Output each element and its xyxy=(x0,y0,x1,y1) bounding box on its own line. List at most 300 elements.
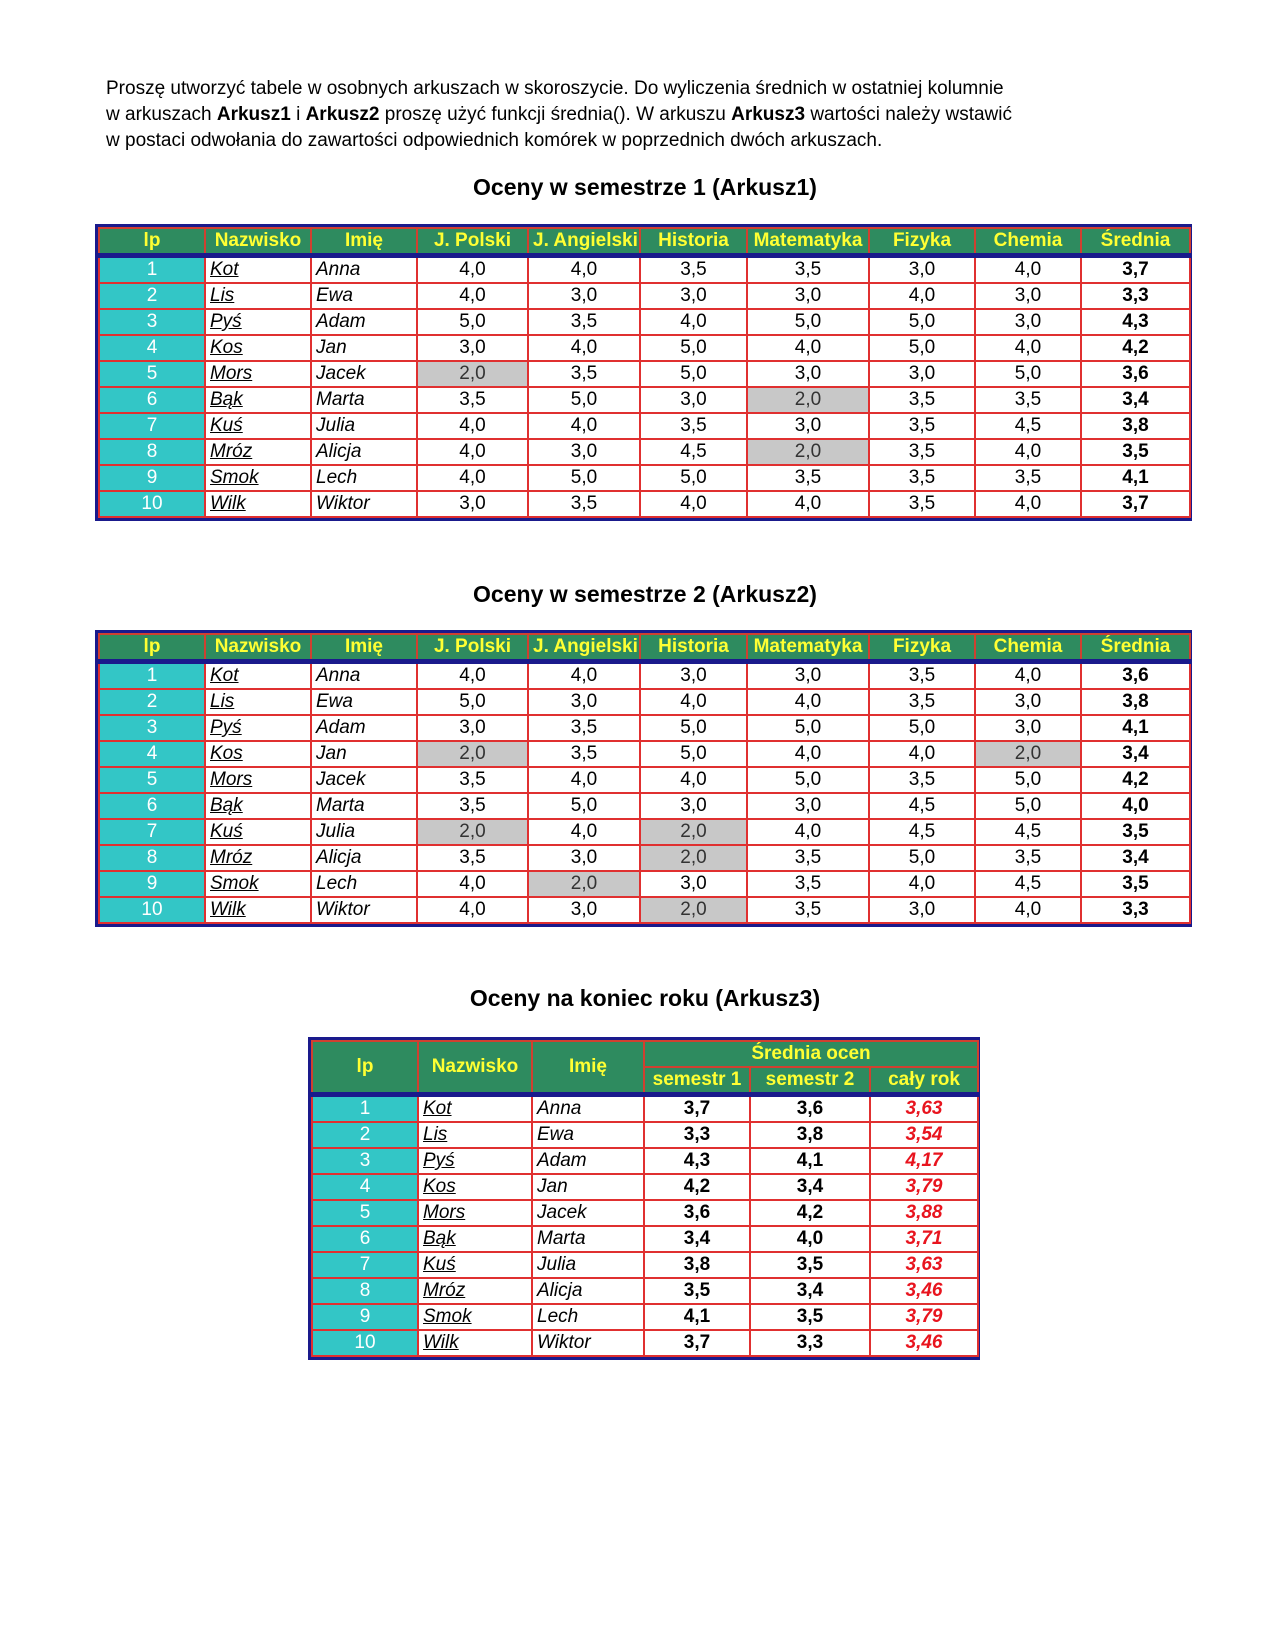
lp-cell: 8 xyxy=(99,845,205,871)
average-cell: 3,4 xyxy=(1081,845,1190,871)
grade-cell: 4,0 xyxy=(747,491,869,517)
header-cell: J. Polski xyxy=(417,634,528,662)
grade-cell: 4,0 xyxy=(975,439,1081,465)
grade-cell: 5,0 xyxy=(640,361,747,387)
header-semestr-2: semestr 2 xyxy=(750,1067,870,1095)
grade-cell: 3,5 xyxy=(528,741,640,767)
year-avg-cell: 3,71 xyxy=(870,1226,978,1252)
firstname-cell: Ewa xyxy=(311,283,417,309)
table-row xyxy=(99,256,1190,284)
year-avg-cell: 3,63 xyxy=(870,1095,978,1123)
grade-cell: 4,5 xyxy=(869,793,975,819)
header-caly-rok: cały rok xyxy=(870,1067,978,1095)
grade-cell: 3,0 xyxy=(528,689,640,715)
grade-cell: 5,0 xyxy=(417,689,528,715)
table-row xyxy=(99,413,1190,439)
grade-cell: 4,0 xyxy=(417,662,528,690)
surname-cell: Lis xyxy=(418,1122,532,1148)
semester1-avg-cell: 3,3 xyxy=(644,1122,750,1148)
grade-cell: 3,5 xyxy=(747,465,869,491)
grade-cell: 5,0 xyxy=(869,335,975,361)
grade-cell: 4,0 xyxy=(640,689,747,715)
table-row xyxy=(99,309,1190,335)
surname-cell: Mróz xyxy=(418,1278,532,1304)
table-row xyxy=(312,1200,978,1226)
lp-cell: 4 xyxy=(99,335,205,361)
grade-cell: 3,0 xyxy=(528,439,640,465)
grade-cell: 3,0 xyxy=(417,335,528,361)
grade-cell: 3,5 xyxy=(869,465,975,491)
grade-cell: 3,0 xyxy=(528,845,640,871)
grade-cell: 2,0 xyxy=(640,819,747,845)
average-cell: 3,4 xyxy=(1081,741,1190,767)
average-cell: 3,3 xyxy=(1081,283,1190,309)
lp-cell: 8 xyxy=(312,1278,418,1304)
grade-cell: 3,5 xyxy=(417,845,528,871)
semester2-avg-cell: 3,5 xyxy=(750,1252,870,1278)
header-cell: Imię xyxy=(311,634,417,662)
grade-cell: 5,0 xyxy=(869,715,975,741)
average-cell: 3,6 xyxy=(1081,662,1190,690)
semester2-avg-cell: 3,5 xyxy=(750,1304,870,1330)
grade-cell: 3,0 xyxy=(640,387,747,413)
grade-cell: 3,0 xyxy=(417,715,528,741)
average-cell: 3,7 xyxy=(1081,491,1190,517)
grade-cell: 4,5 xyxy=(975,871,1081,897)
year-avg-cell: 3,46 xyxy=(870,1330,978,1356)
table-row xyxy=(312,1226,978,1252)
firstname-cell: Julia xyxy=(311,413,417,439)
surname-cell: Kot xyxy=(205,662,311,690)
grade-cell: 5,0 xyxy=(528,465,640,491)
grade-cell: 3,0 xyxy=(640,871,747,897)
semester1-avg-cell: 4,1 xyxy=(644,1304,750,1330)
table-row xyxy=(312,1330,978,1356)
grade-cell: 5,0 xyxy=(869,845,975,871)
header-cell: Chemia xyxy=(975,228,1081,256)
table-row xyxy=(99,871,1190,897)
lp-cell: 3 xyxy=(312,1148,418,1174)
surname-cell: Kuś xyxy=(205,819,311,845)
firstname-cell: Ewa xyxy=(532,1122,644,1148)
year-avg-cell: 3,79 xyxy=(870,1174,978,1200)
lp-cell: 5 xyxy=(312,1200,418,1226)
header-cell: Średnia xyxy=(1081,228,1190,256)
year-avg-cell: 3,63 xyxy=(870,1252,978,1278)
surname-cell: Kos xyxy=(205,741,311,767)
header-cell: lp xyxy=(99,228,205,256)
grade-cell: 3,5 xyxy=(869,413,975,439)
surname-cell: Pyś xyxy=(205,715,311,741)
grade-cell: 4,0 xyxy=(869,871,975,897)
grade-cell: 4,0 xyxy=(528,335,640,361)
semester1-avg-cell: 4,2 xyxy=(644,1174,750,1200)
grade-cell: 4,0 xyxy=(417,256,528,284)
surname-cell: Wilk xyxy=(205,897,311,923)
surname-cell: Lis xyxy=(205,689,311,715)
average-cell: 3,7 xyxy=(1081,256,1190,284)
table-row xyxy=(99,793,1190,819)
lp-cell: 6 xyxy=(99,793,205,819)
grade-cell: 3,0 xyxy=(528,897,640,923)
grade-cell: 4,0 xyxy=(640,309,747,335)
table-row xyxy=(99,387,1190,413)
grade-cell: 3,5 xyxy=(975,845,1081,871)
semester1-avg-cell: 3,5 xyxy=(644,1278,750,1304)
semester1-avg-cell: 4,3 xyxy=(644,1148,750,1174)
lp-cell: 1 xyxy=(312,1095,418,1123)
grade-cell: 3,0 xyxy=(975,715,1081,741)
header-row xyxy=(99,228,1190,256)
firstname-cell: Ewa xyxy=(311,689,417,715)
average-cell: 4,1 xyxy=(1081,465,1190,491)
average-cell: 4,3 xyxy=(1081,309,1190,335)
header-cell: J. Polski xyxy=(417,228,528,256)
semester2-avg-cell: 4,0 xyxy=(750,1226,870,1252)
grade-cell: 3,0 xyxy=(417,491,528,517)
table-row xyxy=(99,491,1190,517)
surname-cell: Bąk xyxy=(205,387,311,413)
firstname-cell: Jacek xyxy=(311,361,417,387)
year-avg-cell: 3,46 xyxy=(870,1278,978,1304)
header-cell: Chemia xyxy=(975,634,1081,662)
surname-cell: Mors xyxy=(205,767,311,793)
grade-cell: 5,0 xyxy=(747,715,869,741)
table-row xyxy=(99,662,1190,690)
grade-cell: 5,0 xyxy=(869,309,975,335)
instructions xyxy=(106,76,1186,154)
table-row xyxy=(312,1122,978,1148)
grade-cell: 3,5 xyxy=(869,662,975,690)
firstname-cell: Anna xyxy=(311,662,417,690)
surname-cell: Mróz xyxy=(205,845,311,871)
grade-cell: 4,0 xyxy=(975,256,1081,284)
header-cell: J. Angielski xyxy=(528,634,640,662)
lp-cell: 1 xyxy=(99,256,205,284)
grade-cell: 3,5 xyxy=(869,491,975,517)
grade-cell: 3,0 xyxy=(869,897,975,923)
grade-cell: 3,5 xyxy=(528,361,640,387)
semester1-avg-cell: 3,6 xyxy=(644,1200,750,1226)
firstname-cell: Jacek xyxy=(311,767,417,793)
grade-cell: 3,5 xyxy=(417,793,528,819)
sheet2-title: Oceny w semestrze 2 (Arkusz2) xyxy=(473,581,817,607)
lp-cell: 4 xyxy=(99,741,205,767)
grade-cell: 4,0 xyxy=(747,335,869,361)
lp-cell: 1 xyxy=(99,662,205,690)
grade-cell: 4,0 xyxy=(640,767,747,793)
sheet1-table xyxy=(95,224,1192,521)
firstname-cell: Alicja xyxy=(311,439,417,465)
grade-cell: 4,0 xyxy=(528,662,640,690)
year-avg-cell: 3,88 xyxy=(870,1200,978,1226)
table-row xyxy=(312,1148,978,1174)
sheet1-title: Oceny w semestrze 1 (Arkusz1) xyxy=(473,174,817,200)
surname-cell: Wilk xyxy=(205,491,311,517)
grade-cell: 4,0 xyxy=(747,819,869,845)
grade-cell: 4,0 xyxy=(528,413,640,439)
grade-cell: 3,0 xyxy=(747,283,869,309)
header-cell: Matematyka xyxy=(747,228,869,256)
grade-cell: 3,5 xyxy=(417,387,528,413)
grade-cell: 3,5 xyxy=(528,491,640,517)
firstname-cell: Wiktor xyxy=(532,1330,644,1356)
firstname-cell: Lech xyxy=(311,871,417,897)
lp-cell: 3 xyxy=(99,715,205,741)
surname-cell: Kuś xyxy=(418,1252,532,1278)
grade-cell: 5,0 xyxy=(417,309,528,335)
surname-cell: Mors xyxy=(418,1200,532,1226)
grade-cell: 5,0 xyxy=(747,309,869,335)
average-cell: 4,2 xyxy=(1081,767,1190,793)
lp-cell: 6 xyxy=(312,1226,418,1252)
surname-cell: Kot xyxy=(418,1095,532,1123)
table-row xyxy=(99,335,1190,361)
instructions-line-3: w postaci odwołania do zawartości odpowiednich komórek w poprzednich dwóch arkuszach. xyxy=(106,130,883,151)
surname-cell: Kos xyxy=(205,335,311,361)
grade-cell: 5,0 xyxy=(640,335,747,361)
grade-cell: 4,0 xyxy=(417,897,528,923)
grade-cell: 3,0 xyxy=(975,283,1081,309)
grade-cell: 4,0 xyxy=(528,767,640,793)
grade-cell: 4,0 xyxy=(975,662,1081,690)
header-cell: Fizyka xyxy=(869,228,975,256)
table-row xyxy=(99,689,1190,715)
header-cell: Matematyka xyxy=(747,634,869,662)
table-row xyxy=(312,1174,978,1200)
grade-cell: 3,0 xyxy=(975,689,1081,715)
grade-cell: 3,0 xyxy=(640,793,747,819)
sheet2-table xyxy=(95,630,1192,927)
lp-cell: 10 xyxy=(99,897,205,923)
lp-cell: 10 xyxy=(99,491,205,517)
lp-cell: 10 xyxy=(312,1330,418,1356)
surname-cell: Smok xyxy=(418,1304,532,1330)
header-cell: Nazwisko xyxy=(205,634,311,662)
grade-cell: 5,0 xyxy=(640,715,747,741)
grade-cell: 2,0 xyxy=(975,741,1081,767)
average-cell: 3,3 xyxy=(1081,897,1190,923)
semester1-avg-cell: 3,7 xyxy=(644,1095,750,1123)
semester2-avg-cell: 3,8 xyxy=(750,1122,870,1148)
firstname-cell: Jan xyxy=(311,741,417,767)
grade-cell: 4,0 xyxy=(975,491,1081,517)
lp-cell: 7 xyxy=(312,1252,418,1278)
firstname-cell: Julia xyxy=(532,1252,644,1278)
lp-cell: 8 xyxy=(99,439,205,465)
table-row xyxy=(99,845,1190,871)
grade-cell: 3,5 xyxy=(417,767,528,793)
header-nazwisko: Nazwisko xyxy=(418,1041,532,1095)
table-row xyxy=(99,767,1190,793)
grade-cell: 3,5 xyxy=(747,897,869,923)
grade-cell: 5,0 xyxy=(640,741,747,767)
firstname-cell: Jacek xyxy=(532,1200,644,1226)
grade-cell: 3,5 xyxy=(869,767,975,793)
grade-cell: 3,5 xyxy=(975,387,1081,413)
firstname-cell: Jan xyxy=(532,1174,644,1200)
firstname-cell: Wiktor xyxy=(311,491,417,517)
semester1-avg-cell: 3,8 xyxy=(644,1252,750,1278)
header-row-1 xyxy=(312,1041,978,1067)
grade-cell: 4,0 xyxy=(417,465,528,491)
semester2-avg-cell: 3,4 xyxy=(750,1278,870,1304)
grade-cell: 3,0 xyxy=(640,662,747,690)
grade-cell: 3,5 xyxy=(640,413,747,439)
semester2-avg-cell: 4,1 xyxy=(750,1148,870,1174)
table-row xyxy=(99,897,1190,923)
table-row xyxy=(99,361,1190,387)
grade-cell: 2,0 xyxy=(640,845,747,871)
grade-cell: 4,5 xyxy=(975,819,1081,845)
grade-cell: 2,0 xyxy=(417,819,528,845)
lp-cell: 2 xyxy=(312,1122,418,1148)
surname-cell: Kuś xyxy=(205,413,311,439)
grade-cell: 2,0 xyxy=(747,439,869,465)
table-row xyxy=(312,1304,978,1330)
surname-cell: Kot xyxy=(205,256,311,284)
average-cell: 3,5 xyxy=(1081,871,1190,897)
grade-cell: 4,0 xyxy=(747,689,869,715)
grade-cell: 4,5 xyxy=(640,439,747,465)
grade-cell: 5,0 xyxy=(528,793,640,819)
grade-cell: 4,0 xyxy=(975,335,1081,361)
grade-cell: 3,5 xyxy=(869,689,975,715)
grade-cell: 3,0 xyxy=(747,662,869,690)
grade-cell: 3,0 xyxy=(747,793,869,819)
grade-cell: 4,0 xyxy=(417,871,528,897)
grade-cell: 3,5 xyxy=(528,715,640,741)
instructions-line-2: w arkuszach Arkusz1 i Arkusz2 proszę użyć funkcji średnia(). W arkuszu Arkusz3 wartości należy wstawić xyxy=(106,104,1012,125)
lp-cell: 4 xyxy=(312,1174,418,1200)
grade-cell: 3,0 xyxy=(528,283,640,309)
surname-cell: Pyś xyxy=(418,1148,532,1174)
grade-cell: 4,0 xyxy=(975,897,1081,923)
lp-cell: 9 xyxy=(312,1304,418,1330)
average-cell: 3,5 xyxy=(1081,819,1190,845)
lp-cell: 2 xyxy=(99,689,205,715)
average-cell: 3,8 xyxy=(1081,413,1190,439)
grade-cell: 4,0 xyxy=(417,413,528,439)
grade-cell: 5,0 xyxy=(747,767,869,793)
header-cell: Średnia xyxy=(1081,634,1190,662)
table-row xyxy=(312,1278,978,1304)
grade-cell: 4,0 xyxy=(869,741,975,767)
table-row xyxy=(312,1252,978,1278)
header-lp: lp xyxy=(312,1041,418,1095)
lp-cell: 6 xyxy=(99,387,205,413)
grade-cell: 4,0 xyxy=(417,439,528,465)
surname-cell: Bąk xyxy=(418,1226,532,1252)
surname-cell: Mróz xyxy=(205,439,311,465)
grade-cell: 4,5 xyxy=(975,413,1081,439)
firstname-cell: Wiktor xyxy=(311,897,417,923)
grade-cell: 2,0 xyxy=(747,387,869,413)
grade-cell: 3,5 xyxy=(747,871,869,897)
grade-cell: 5,0 xyxy=(528,387,640,413)
header-cell: Historia xyxy=(640,634,747,662)
year-avg-cell: 4,17 xyxy=(870,1148,978,1174)
grade-cell: 2,0 xyxy=(640,897,747,923)
average-cell: 3,5 xyxy=(1081,439,1190,465)
surname-cell: Bąk xyxy=(205,793,311,819)
semester2-avg-cell: 3,3 xyxy=(750,1330,870,1356)
surname-cell: Kos xyxy=(418,1174,532,1200)
surname-cell: Lis xyxy=(205,283,311,309)
header-cell: Fizyka xyxy=(869,634,975,662)
average-cell: 3,6 xyxy=(1081,361,1190,387)
lp-cell: 9 xyxy=(99,871,205,897)
firstname-cell: Jan xyxy=(311,335,417,361)
firstname-cell: Alicja xyxy=(532,1278,644,1304)
sheet3-title: Oceny na koniec roku (Arkusz3) xyxy=(469,985,821,1011)
grade-cell: 2,0 xyxy=(417,741,528,767)
header-imie: Imię xyxy=(532,1041,644,1095)
grade-cell: 2,0 xyxy=(528,871,640,897)
surname-cell: Pyś xyxy=(205,309,311,335)
grade-cell: 5,0 xyxy=(975,767,1081,793)
surname-cell: Mors xyxy=(205,361,311,387)
surname-cell: Smok xyxy=(205,871,311,897)
header-cell: Historia xyxy=(640,228,747,256)
semester2-avg-cell: 3,4 xyxy=(750,1174,870,1200)
table-row xyxy=(99,819,1190,845)
year-avg-cell: 3,79 xyxy=(870,1304,978,1330)
grade-cell: 3,5 xyxy=(640,256,747,284)
grade-cell: 3,5 xyxy=(869,387,975,413)
lp-cell: 5 xyxy=(99,767,205,793)
firstname-cell: Adam xyxy=(532,1148,644,1174)
grade-cell: 4,0 xyxy=(747,741,869,767)
grade-cell: 3,5 xyxy=(747,845,869,871)
lp-cell: 9 xyxy=(99,465,205,491)
average-cell: 4,0 xyxy=(1081,793,1190,819)
lp-cell: 7 xyxy=(99,819,205,845)
grade-cell: 3,0 xyxy=(747,413,869,439)
firstname-cell: Alicja xyxy=(311,845,417,871)
lp-cell: 7 xyxy=(99,413,205,439)
grade-cell: 4,5 xyxy=(869,819,975,845)
semester1-avg-cell: 3,4 xyxy=(644,1226,750,1252)
semester2-avg-cell: 3,6 xyxy=(750,1095,870,1123)
instructions-line-1: Proszę utworzyć tabele w osobnych arkuszach w skoroszycie. Do wyliczenia średnich w ostatniej kolumnie xyxy=(106,78,1004,99)
average-cell: 4,2 xyxy=(1081,335,1190,361)
header-semestr-1: semestr 1 xyxy=(644,1067,750,1095)
firstname-cell: Marta xyxy=(532,1226,644,1252)
grade-cell: 4,0 xyxy=(640,491,747,517)
table-row xyxy=(99,439,1190,465)
semester1-avg-cell: 3,7 xyxy=(644,1330,750,1356)
grade-cell: 3,5 xyxy=(747,256,869,284)
grade-cell: 4,0 xyxy=(869,283,975,309)
table-row xyxy=(99,715,1190,741)
grade-cell: 3,0 xyxy=(747,361,869,387)
sheet3-table xyxy=(308,1037,980,1360)
grade-cell: 2,0 xyxy=(417,361,528,387)
header-cell: lp xyxy=(99,634,205,662)
firstname-cell: Anna xyxy=(311,256,417,284)
semester2-avg-cell: 4,2 xyxy=(750,1200,870,1226)
firstname-cell: Marta xyxy=(311,387,417,413)
firstname-cell: Julia xyxy=(311,819,417,845)
grade-cell: 4,0 xyxy=(528,819,640,845)
header-row xyxy=(99,634,1190,662)
grade-cell: 4,0 xyxy=(528,256,640,284)
surname-cell: Wilk xyxy=(418,1330,532,1356)
surname-cell: Smok xyxy=(205,465,311,491)
firstname-cell: Marta xyxy=(311,793,417,819)
table-row xyxy=(99,283,1190,309)
